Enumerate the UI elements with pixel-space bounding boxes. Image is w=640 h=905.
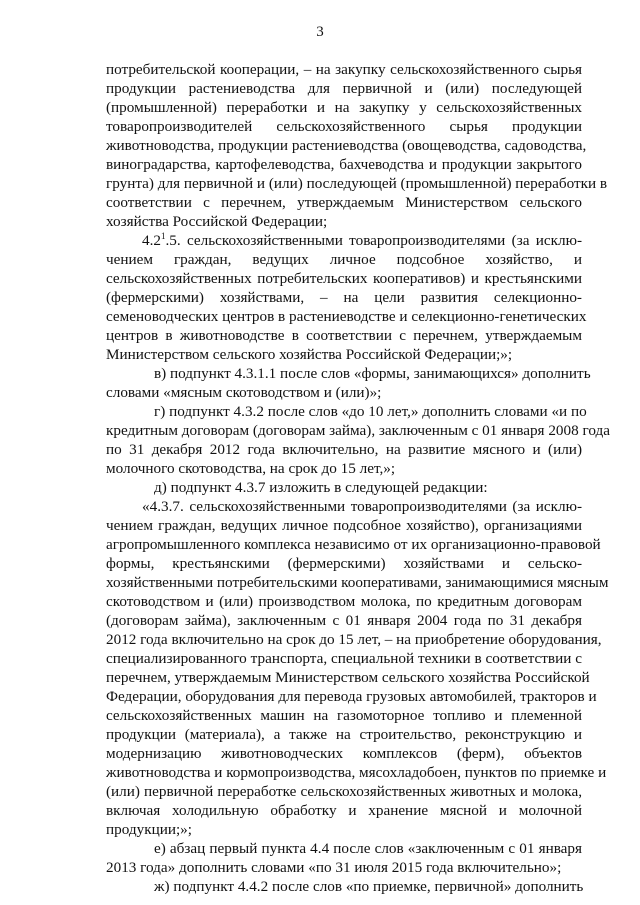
text-line: перечнем, утверждаемым Министерством сельского хозяйства Российской [106, 669, 590, 686]
text-line: хозяйственными потребительскими кооперативами, занимающимися мясным [106, 574, 609, 591]
text-line: животноводства, продукции растениеводства (овощеводства, садоводства, [106, 137, 587, 154]
text-line: продукции;»; [106, 821, 192, 838]
text-line: г) подпункт 4.3.2 после слов «до 10 лет,» дополнить словами «и по [154, 403, 587, 420]
text-line: 2013 года» дополнить словами «по 31 июля 2015 года включительно»; [106, 859, 562, 876]
text-line: чением граждан, ведущих личное подсобное хозяйство), организациями [106, 517, 582, 534]
text-line: сельскохозяйственных машин на газомоторное топливо и племенной [106, 707, 582, 724]
text-line: д) подпункт 4.3.7 изложить в следующей редакции: [154, 479, 488, 496]
text-line: (фермерскими) хозяйствами, – на цели развития селекционно- [106, 289, 582, 306]
text-line: соответствии с перечнем, утверждаемым Министерством сельского [106, 194, 582, 211]
text-line: агропромышленного комплекса независимо от их организационно-правовой [106, 536, 601, 553]
text-line: «4.3.7. сельскохозяйственными товаропроизводителями (за исклю- [142, 498, 582, 515]
text-line: формы, крестьянскими (фермерскими) хозяйствами и сельско- [106, 555, 582, 572]
document-body [106, 60, 610, 896]
text-line: по 31 декабря 2012 года включительно, на развитие мясного и (или) [106, 441, 582, 458]
text-line: животноводства и кормопроизводства, мясохладобоен, пунктов по приемке и [106, 764, 607, 781]
text-line: модернизацию животноводческих комплексов (ферм), объектов [106, 745, 582, 762]
text-line: хозяйства Российской Федерации; [106, 213, 328, 230]
text-line: ж) подпункт 4.4.2 после слов «по приемке, первичной» дополнить [154, 878, 584, 895]
text-line: скотоводством и (или) производством молока, по кредитным договорам [106, 593, 582, 610]
page-number: 3 [316, 24, 324, 40]
text-line: грунта) для первичной и (или) последующей (промышленной) переработки в [106, 175, 608, 192]
text-line: молочного скотоводства, на срок до 15 лет,»; [106, 460, 396, 477]
text-line: сельскохозяйственных потребительских кооперативов) и крестьянскими [106, 270, 582, 287]
text-line: виноградарства, картофелеводства, бахчеводства и продукции закрытого [106, 156, 582, 173]
text-line: е) абзац первый пункта 4.4 после слов «заключенным с 01 января [154, 840, 582, 857]
text-line: чением граждан, ведущих личное подсобное хозяйство, и [106, 251, 582, 268]
text-line: товаропроизводителей сельскохозяйственного сырья продукции [106, 118, 582, 135]
text-line: (или) первичной переработке сельскохозяйственных животных и молока, [106, 783, 582, 800]
text-line: словами «мясным скотоводством и (или)»; [106, 384, 382, 401]
text-line: 2012 года включительно на срок до 15 лет, – на приобретение оборудования, [106, 631, 602, 648]
text-line: потребительской кооперации, – на закупку сельскохозяйственного сырья [106, 61, 582, 78]
item-number-superscript: 1 [160, 231, 166, 241]
item-number: $4.2^1.5$. [142, 231, 181, 249]
text-line: (договорам займа), заключенным с 01 января 2004 года по 31 декабря [106, 612, 582, 629]
text-line: продукции растениеводства для первичной и (или) последующей [106, 80, 582, 97]
text-line: в) подпункт 4.3.1.1 после слов «формы, занимающихся» дополнить [154, 365, 591, 382]
text-line: специализированного транспорта, специальной техники в соответствии с [106, 650, 582, 667]
text-line: включая холодильную обработку и хранение мясной и молочной [106, 802, 582, 819]
text-line: сельскохозяйственными товаропроизводителями (за исклю- [187, 232, 582, 249]
text-line: продукции (материала), а также на строительство, реконструкцию и [106, 726, 582, 743]
paragraph-item-4-2-1-5 [106, 231, 582, 250]
text-line: (промышленной) переработки и на закупку у сельскохозяйственных [106, 99, 582, 116]
text-line: семеноводческих центров в растениеводстве и селекционно-генетических [106, 308, 587, 325]
text-line: центров в животноводстве в соответствии с перечнем, утверждаемым [106, 327, 582, 344]
text-line: Федерации, оборудования для перевода грузовых автомобилей, тракторов и [106, 688, 597, 705]
text-line: Министерством сельского хозяйства Российской Федерации;»; [106, 346, 513, 363]
text-line: кредитным договорам (договорам займа), заключенным с 01 января 2008 года [106, 422, 610, 439]
